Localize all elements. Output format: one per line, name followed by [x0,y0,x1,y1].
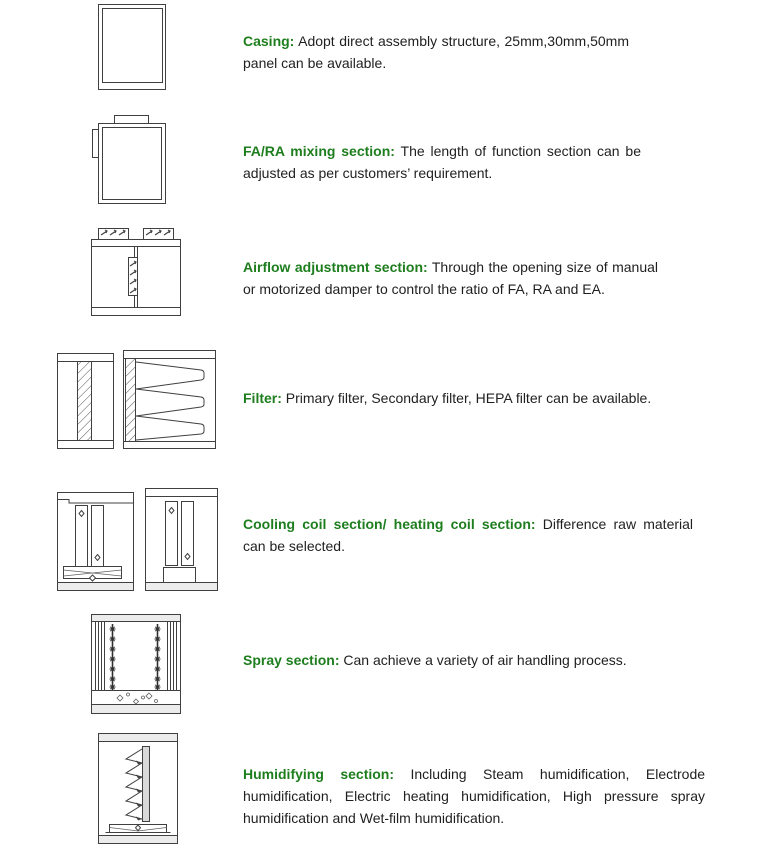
filter-diagram-icon [55,345,217,453]
filter-description: Primary filter, Secondary filter, HEPA filter can be available. [285,390,652,406]
coil-section-text [243,513,693,557]
spray-section-text [243,649,683,671]
casing-description: Adopt direct assembly structure, 25mm,30mm,50mm panel can be available. [243,33,629,71]
casing-label: Casing: [243,33,295,49]
fa-ra-mixing-description: The length of function section can be adjusted as per customers’ requirement. [243,143,641,181]
fa-ra-mixing-label: FA/RA mixing section: [243,143,395,159]
airflow-adjustment-diagram-icon [90,225,182,323]
spray-section-description: Can achieve a variety of air handling process. [343,652,627,668]
filter-text [243,387,713,409]
coil-section-diagram-icon [55,487,220,593]
airflow-adjustment-label: Airflow adjustment section: [243,259,428,275]
fa-ra-mixing-text [243,140,641,184]
humidifying-section-description: Including Steam humidification, Electrode humidification, Electric heating humidification, High pressure spray humidification and Wet-film humidification. [243,766,706,826]
fa-ra-mixing-diagram-icon [90,112,168,207]
humidifying-section-label: Humidifying section: [243,766,395,782]
coil-section-label: Cooling coil section/ heating coil section: [243,516,536,532]
filter-label: Filter: [243,390,282,406]
humidifying-section-diagram-icon [97,732,179,845]
spray-section-label: Spray section: [243,652,340,668]
airflow-adjustment-text [243,256,658,300]
airflow-adjustment-description: Through the opening size of manual or motorized damper to control the ratio of FA, RA and EA. [243,259,658,297]
casing-text [243,30,629,74]
humidifying-section-text [243,763,705,829]
spray-section-diagram-icon [90,613,182,715]
casing-diagram-icon [97,3,167,91]
coil-section-description: Difference raw material can be selected. [243,516,694,554]
